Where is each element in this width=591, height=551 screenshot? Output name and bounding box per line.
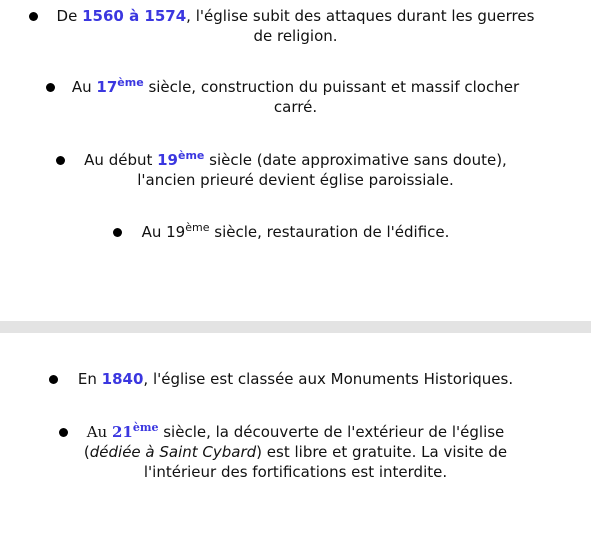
superscript: ème xyxy=(117,76,144,89)
superscript: ème xyxy=(132,421,159,434)
highlighted-date: 1560 à 1574 xyxy=(82,7,187,25)
item-text: ( xyxy=(83,443,90,461)
highlighted-number: 19 xyxy=(157,151,178,169)
item-text: Au 19 xyxy=(141,223,186,241)
item-text: siècle, la découverte de l'extérieur de l'église xyxy=(158,423,505,441)
item-text: , l'église est classée aux Monuments Historiques. xyxy=(143,370,514,388)
highlighted-number: 17 xyxy=(96,78,118,96)
item-text: l'ancien prieuré devient église paroissiale. xyxy=(137,171,454,189)
section-divider xyxy=(0,321,591,333)
item-text: l'intérieur des fortifications est interdite. xyxy=(143,463,448,481)
item-line xyxy=(142,222,450,242)
superscript: ème xyxy=(178,149,205,162)
item-text: Au xyxy=(86,423,112,441)
item-text: Au début xyxy=(84,151,158,169)
bullet-icon xyxy=(29,12,38,21)
bullet-icon xyxy=(49,375,58,384)
highlighted-date: 1840 xyxy=(101,370,144,388)
item-line xyxy=(84,150,507,170)
item-text: En xyxy=(77,370,102,388)
list-item xyxy=(0,6,591,46)
item-text: ) est libre et gratuite. La visite de xyxy=(256,443,508,461)
item-text: siècle, restauration de l'édifice. xyxy=(209,223,450,241)
highlighted-number: 21 xyxy=(111,423,133,441)
item-line xyxy=(78,369,513,389)
item-text: siècle, construction du puissant et massif clocher xyxy=(143,78,520,96)
item-text: Au xyxy=(71,78,97,96)
item-line xyxy=(72,77,519,97)
list-item xyxy=(0,422,591,482)
bullet-icon xyxy=(56,156,65,165)
list-item xyxy=(0,150,591,190)
italic-text: dédiée à Saint Cybard xyxy=(89,443,257,461)
item-text: , l'église subit des attaques durant les guerres xyxy=(186,7,535,25)
bullet-icon xyxy=(46,83,55,92)
item-line xyxy=(0,442,591,462)
item-text: De xyxy=(56,7,83,25)
bullet-icon xyxy=(59,428,68,437)
item-text: carré. xyxy=(273,98,318,116)
superscript: ème xyxy=(185,221,210,234)
list-item xyxy=(0,77,591,117)
item-line xyxy=(87,422,505,442)
item-text: siècle (date approximative sans doute), xyxy=(204,151,507,169)
list-item xyxy=(0,222,591,242)
item-text: de religion. xyxy=(253,27,338,45)
bullet-icon xyxy=(113,228,122,237)
list-item xyxy=(0,369,591,389)
item-line xyxy=(57,6,535,26)
